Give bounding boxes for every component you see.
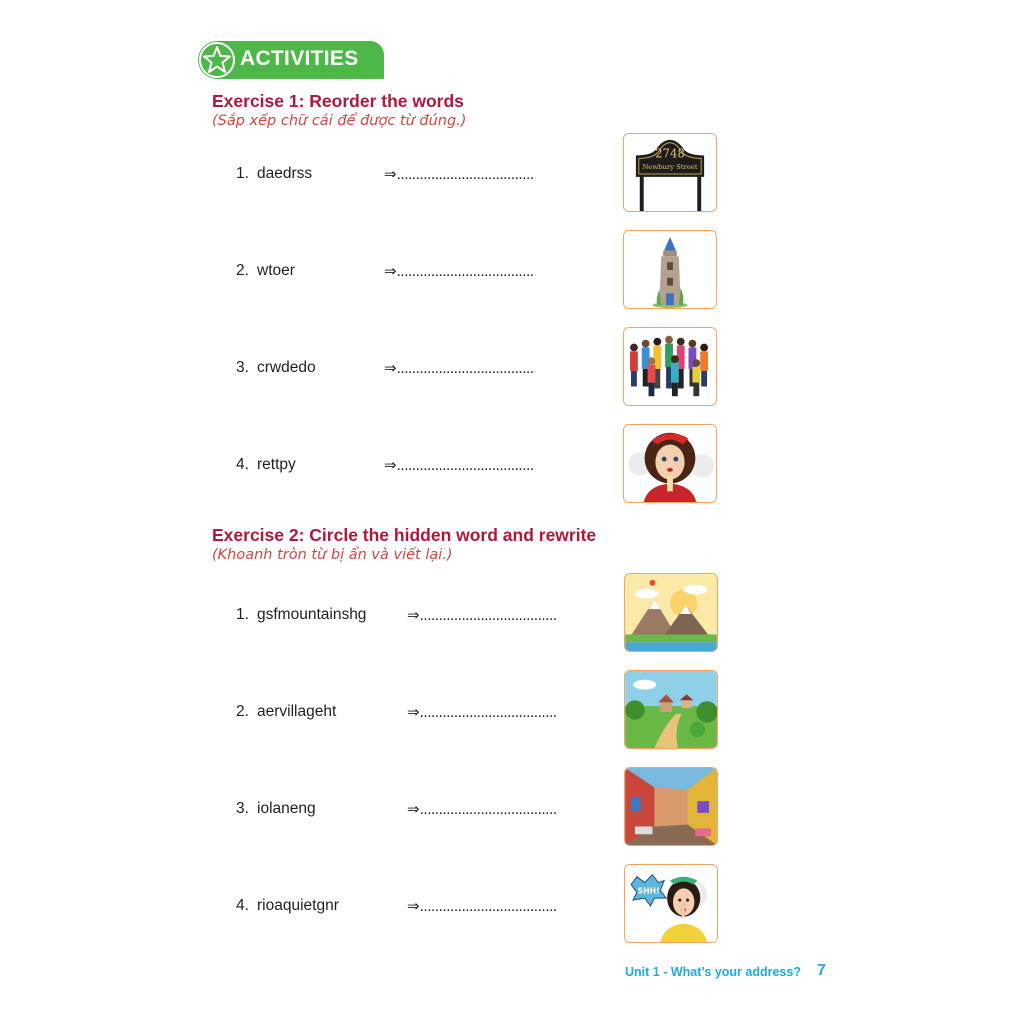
mountains-picture	[624, 573, 718, 652]
item-number: 1.	[236, 165, 249, 182]
crowd-picture	[623, 327, 717, 406]
hidden-word-string: gsfmountainshg	[257, 606, 367, 623]
exercise1-subtitle: (Sắp xếp chữ cái để được từ đúng.)	[212, 113, 467, 129]
sign-street: Newbury Street	[642, 163, 698, 172]
item-number: 3.	[236, 800, 249, 817]
scrambled-word: rettpy	[257, 456, 296, 473]
tower-picture	[623, 230, 717, 309]
answer-blank[interactable]: ⇒....................................	[384, 263, 534, 280]
item-number: 2.	[236, 703, 249, 720]
item-number: 4.	[236, 897, 249, 914]
page-number: 7	[817, 962, 826, 979]
scrambled-word: crwdedo	[257, 359, 316, 376]
sign-number: 2748	[655, 146, 685, 161]
item-number: 4.	[236, 456, 249, 473]
arrow-icon: ⇒	[407, 704, 420, 721]
lane-picture	[624, 767, 718, 846]
pretty-woman-picture	[623, 424, 717, 503]
exercise2-title: Exercise 2: Circle the hidden word and rewrite	[212, 525, 597, 545]
star-icon	[198, 41, 236, 79]
arrow-icon: ⇒	[407, 607, 420, 624]
quiet-woman-picture	[624, 864, 718, 943]
arrow-icon: ⇒	[384, 263, 397, 280]
item-number: 1.	[236, 606, 249, 623]
answer-blank[interactable]: ⇒....................................	[407, 801, 557, 818]
activities-banner	[198, 41, 384, 79]
shh-bubble-text: SHH!	[637, 886, 660, 896]
exercise1-title: Exercise 1: Reorder the words	[212, 91, 464, 111]
footer-unit-title: Unit 1 - What’s your address?	[625, 965, 801, 979]
answer-blank[interactable]: ⇒....................................	[407, 898, 557, 915]
item-number: 3.	[236, 359, 249, 376]
answer-blank[interactable]: ⇒....................................	[384, 457, 534, 474]
answer-blank[interactable]: ⇒....................................	[384, 166, 534, 183]
arrow-icon: ⇒	[384, 457, 397, 474]
hidden-word-string: iolaneng	[257, 800, 316, 817]
village-picture	[624, 670, 718, 749]
answer-blank[interactable]: ⇒....................................	[407, 704, 557, 721]
hidden-word-string: aervillageht	[257, 703, 337, 720]
arrow-icon: ⇒	[384, 360, 397, 377]
scrambled-word: wtoer	[257, 262, 295, 279]
exercise2-subtitle: (Khoanh tròn từ bị ẩn và viết lại.)	[212, 547, 453, 563]
hidden-word-string: rioaquietgnr	[257, 897, 339, 914]
street-address-sign-picture	[623, 133, 717, 212]
arrow-icon: ⇒	[407, 801, 420, 818]
arrow-icon: ⇒	[407, 898, 420, 915]
scrambled-word: daedrss	[257, 165, 313, 182]
banner-title: ACTIVITIES	[240, 47, 359, 70]
arrow-icon: ⇒	[384, 166, 397, 183]
answer-blank[interactable]: ⇒....................................	[384, 360, 534, 377]
answer-blank[interactable]: ⇒....................................	[407, 607, 557, 624]
item-number: 2.	[236, 262, 249, 279]
